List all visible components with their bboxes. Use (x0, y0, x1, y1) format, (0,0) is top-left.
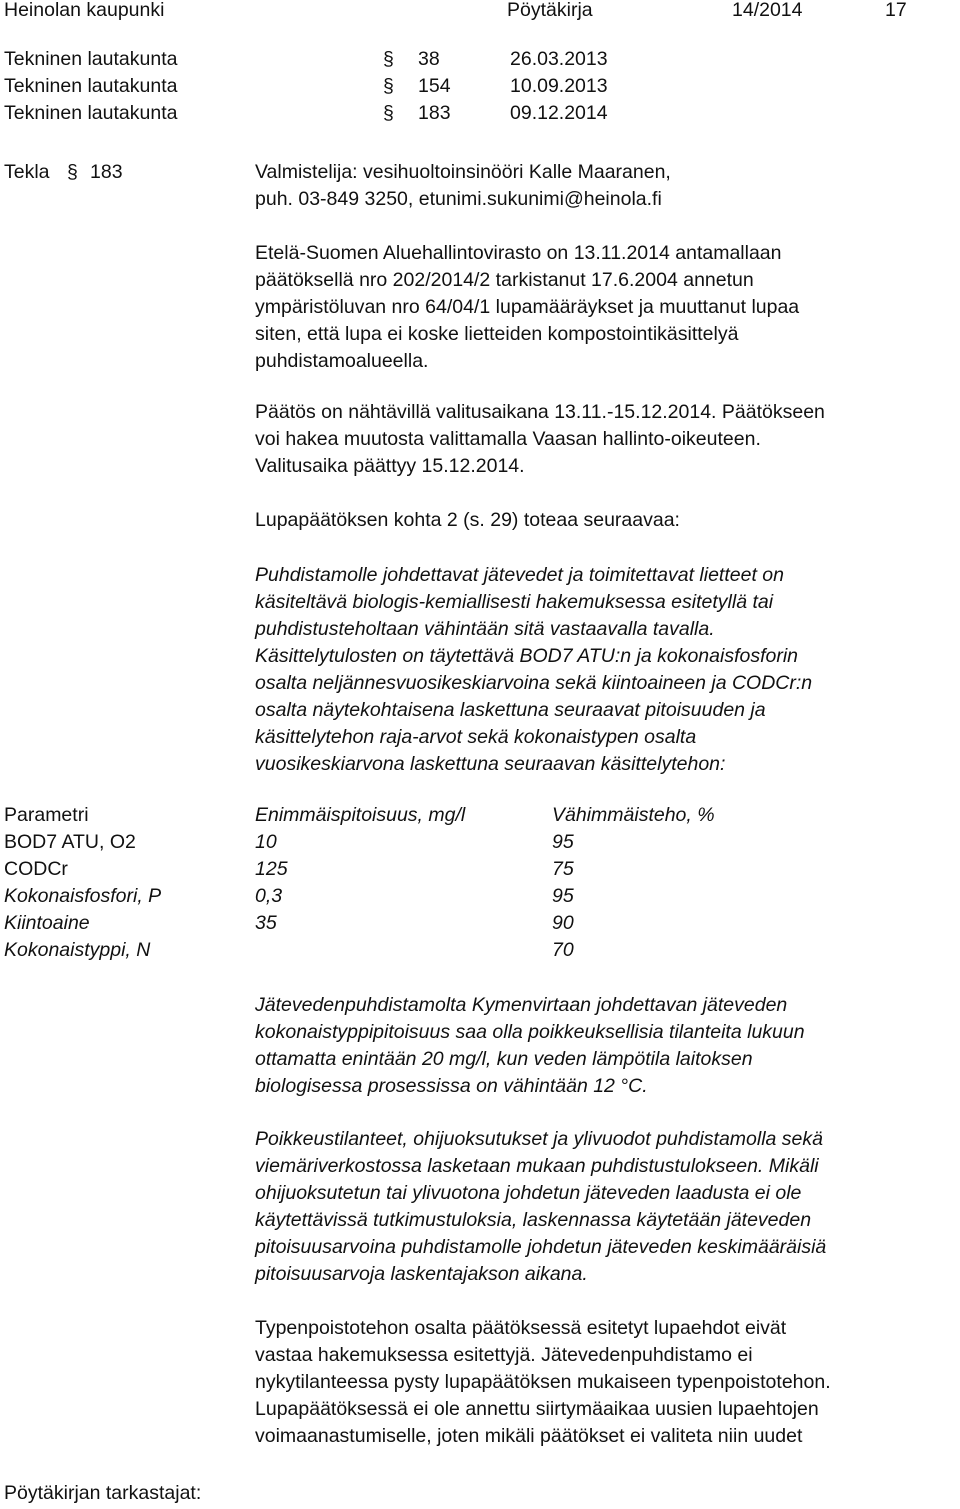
item-number: 183 (90, 161, 123, 183)
section-sign-icon: § (383, 48, 394, 70)
text-line: osalta neljännesvuosikeskiarvoina sekä kiintoaineen ja CODCr:n (255, 672, 813, 694)
cell-parameter: CODCr (4, 858, 68, 880)
text-line: voi hakea muutosta valittamalla Vaasan hallinto-oikeuteen. (255, 428, 761, 450)
text-line: biologisessa prosessissa on vähintään 12 °C. (255, 1075, 648, 1097)
cell-min: 95 (552, 831, 574, 853)
text-line: kokonaistyppipitoisuus saa olla poikkeuksellisia tilanteita lukuun (255, 1021, 805, 1043)
text-line: Lupapäätöksessä ei ole annettu siirtymäaikaa uusien lupaehtojen (255, 1398, 819, 1420)
cell-parameter: Kiintoaine (4, 912, 90, 934)
cell-min: 75 (552, 858, 574, 880)
cell-max: 10 (255, 831, 277, 853)
text-line: käsiteltävä biologis-kemiallisesti hakemuksessa esitetyllä tai (255, 591, 774, 613)
permit-quote (255, 562, 955, 778)
cell-min: 95 (552, 885, 574, 907)
history-body: Tekninen lautakunta (4, 75, 178, 97)
text-line: ympäristöluvan nro 64/04/1 lupamääräykset ja muuttanut lupaa (255, 296, 800, 318)
text-line: Poikkeustilanteet, ohijuoksutukset ja ylivuodot puhdistamolla sekä (255, 1128, 823, 1150)
history-number: 183 (418, 102, 451, 124)
cell-max: 35 (255, 912, 277, 934)
text-line: Etelä-Suomen Aluehallintovirasto on 13.11.2014 antamallaan (255, 242, 782, 264)
text-line: puhdistusteholtaan vähintään sitä vastaavalla tavalla. (255, 618, 715, 640)
text-line: Päätös on nähtävillä valitusaikana 13.11.-15.12.2014. Päätökseen (255, 401, 825, 423)
section-sign-icon: § (383, 102, 394, 124)
text-line: Typenpoistotehon osalta päätöksessä esitetyt lupaehdot eivät (255, 1317, 787, 1339)
text-line: Käsittelytulosten on täytettävä BOD7 ATU:n ja kokonaisfosforin (255, 645, 799, 667)
text-line: ottamatta enintään 20 mg/l, kun veden lämpötila laitoksen (255, 1048, 753, 1070)
decision-paragraph (255, 240, 955, 375)
text-line: ohijuoksutetun tai ylivuotona johdetun jäteveden laadusta ei ole (255, 1182, 802, 1204)
text-line: osalta näytekohtaisena laskettuna seuraavat pitoisuuden ja (255, 699, 766, 721)
page-number: 17 (885, 0, 907, 21)
cell-max: 0,3 (255, 885, 283, 907)
section-sign-icon: § (383, 75, 394, 97)
text-line: Valitusaika päättyy 15.12.2014. (255, 455, 525, 477)
text-line: pitoisuusarvoina puhdistamolle johdetun jäteveden keskimääräisiä (255, 1236, 827, 1258)
preparer-line: puh. 03-849 3250, etunimi.sukunimi@heinola.fi (255, 188, 662, 210)
text-line: voimaanastumiselle, joten mikäli päätökset ei valiteta niin uudet (255, 1425, 803, 1447)
history-date: 26.03.2013 (510, 48, 608, 70)
header-parameter: Parametri (4, 804, 89, 826)
text-line: nykytilanteessa pysty lupapäätöksen mukaiseen typenpoistotehon. (255, 1371, 831, 1393)
text-line: Puhdistamolle johdettavat jätevedet ja toimitettavat lietteet on (255, 564, 784, 586)
reviewers-label: Pöytäkirjan tarkastajat: (4, 1482, 202, 1504)
text-line: Lupapäätöksen kohta 2 (s. 29) toteaa seuraavaa: (255, 509, 680, 531)
text-line: päätöksellä nro 202/2014/2 tarkistanut 17.6.2004 annetun (255, 269, 754, 291)
document-type: Pöytäkirja (507, 0, 593, 21)
header-max-concentration: Enimmäispitoisuus, mg/l (255, 804, 466, 826)
issue-number: 14/2014 (732, 0, 803, 21)
text-line: viemäriverkostossa lasketaan mukaan puhdistustulokseen. Mikäli (255, 1155, 819, 1177)
text-line: käsittelytehon raja-arvot sekä kokonaistypen osalta (255, 726, 697, 748)
section-sign-icon: § (67, 161, 78, 183)
permit-reference (255, 507, 955, 534)
exceptions-quote (255, 1126, 955, 1288)
nitrogen-removal-paragraph (255, 1315, 955, 1450)
history-date: 10.09.2013 (510, 75, 608, 97)
history-date: 09.12.2014 (510, 102, 608, 124)
text-line: pitoisuusarvoja laskentajakson aikana. (255, 1263, 588, 1285)
text-line: puhdistamoalueella. (255, 350, 429, 372)
nitrogen-quote (255, 992, 955, 1100)
text-line: vastaa hakemuksessa esitettyjä. Jätevedenpuhdistamo ei (255, 1344, 753, 1366)
history-number: 154 (418, 75, 451, 97)
text-line: siten, että lupa ei koske lietteiden kompostointikäsittelyä (255, 323, 739, 345)
text-line: vuosikeskiarvona laskettuna seuraavan käsittelytehon: (255, 753, 726, 775)
header-min-efficiency: Vähimmäisteho, % (552, 804, 715, 826)
cell-parameter: BOD7 ATU, O2 (4, 831, 136, 853)
cell-min: 90 (552, 912, 574, 934)
cell-min: 70 (552, 939, 574, 961)
history-body: Tekninen lautakunta (4, 48, 178, 70)
cell-parameter: Kokonaistyppi, N (4, 939, 151, 961)
city-name: Heinolan kaupunki (4, 0, 165, 21)
text-line: Jätevedenpuhdistamolta Kymenvirtaan johdettavan jäteveden (255, 994, 788, 1016)
cell-max: 125 (255, 858, 288, 880)
preparer-info (255, 159, 955, 213)
item-label: Tekla (4, 161, 50, 183)
text-line: käytettävissä tutkimustuloksia, laskennassa käytetään jäteveden (255, 1209, 812, 1231)
history-number: 38 (418, 48, 440, 70)
appeal-paragraph (255, 399, 955, 480)
cell-parameter: Kokonaisfosfori, P (4, 885, 162, 907)
preparer-line: Valmistelija: vesihuoltoinsinööri Kalle Maaranen, (255, 161, 671, 183)
history-body: Tekninen lautakunta (4, 102, 178, 124)
